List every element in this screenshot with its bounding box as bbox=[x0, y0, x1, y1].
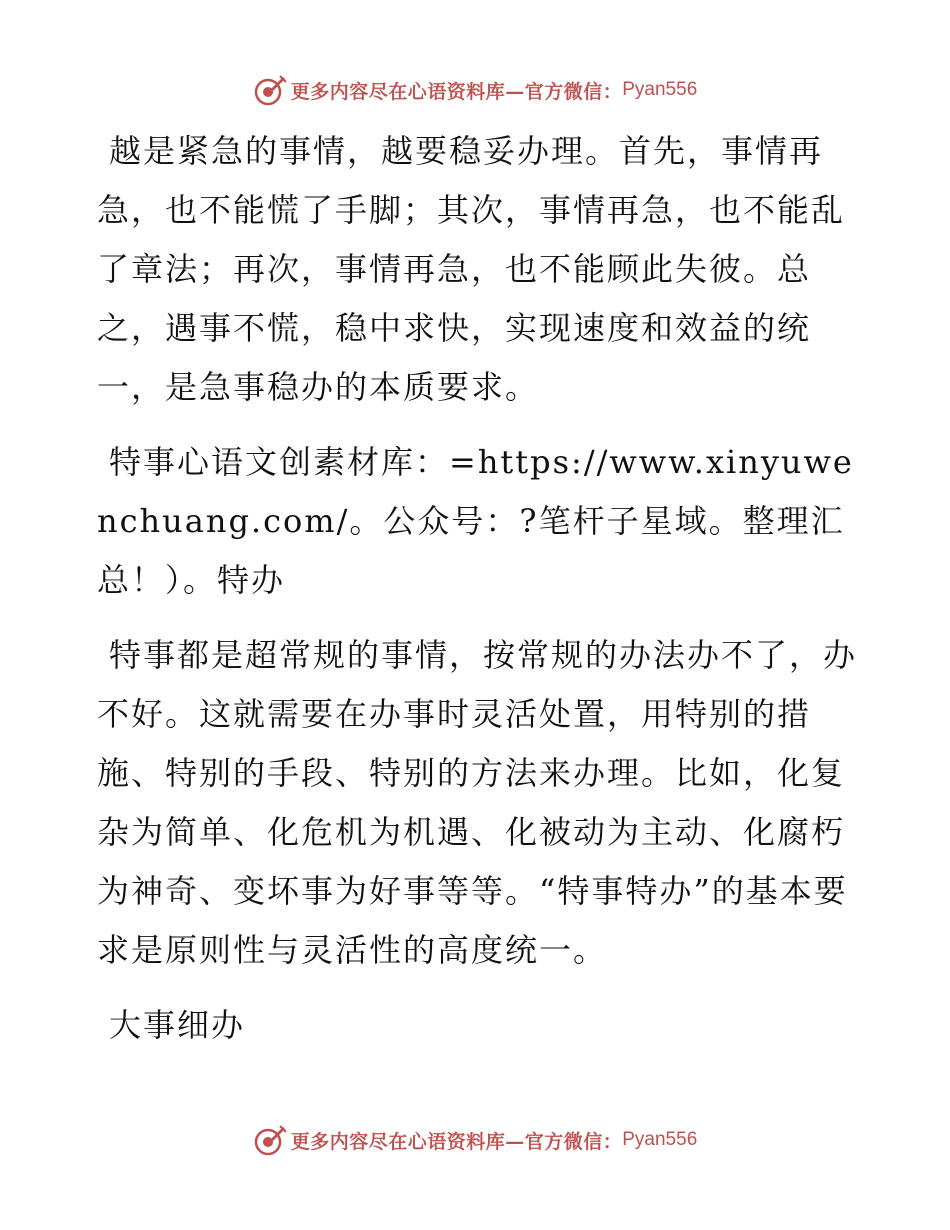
pen-nib-logo-icon bbox=[253, 73, 287, 107]
section-heading: 大事细办 bbox=[109, 1006, 246, 1044]
paragraph-special-matters: 特事都是超常规的事情，按常规的办法办不了，办不好。这就需要在办事时灵活处置，用特别的措施、特别的手段、特别的方法来办理。比如，化复杂为简单、化危机为机遇、化被动为主动、化腐朽为神奇、变坏事为好事等等。“特事特办”的基本要求是原则性与灵活性的高度统一。 bbox=[97, 636, 858, 969]
watermark-account: Pyan556 bbox=[622, 1129, 698, 1150]
header-watermark bbox=[0, 70, 950, 110]
paragraph-source-note: 特事心语文创素材库：=https://www.xinyuwenchuang.com/。公众号：?笔杆子星域。整理汇总！）。特办 bbox=[97, 443, 854, 599]
footer-watermark bbox=[0, 1120, 950, 1160]
watermark-text: 更多内容尽在心语资料库—官方微信： bbox=[290, 80, 623, 103]
watermark-text: 更多内容尽在心语资料库—官方微信： bbox=[290, 1130, 623, 1153]
paragraph-urgent-matters: 越是紧急的事情，越要稳妥办理。首先，事情再急，也不能慌了手脚；其次，事情再急，也不能乱了章法；再次，事情再急，也不能顾此失彼。总之，遇事不慌，稳中求快，实现速度和效益的统一，是急事稳办的本质要求。 bbox=[97, 132, 846, 406]
watermark-account: Pyan556 bbox=[622, 79, 698, 100]
document-body bbox=[97, 122, 857, 1071]
pen-nib-logo-icon bbox=[253, 1123, 287, 1157]
